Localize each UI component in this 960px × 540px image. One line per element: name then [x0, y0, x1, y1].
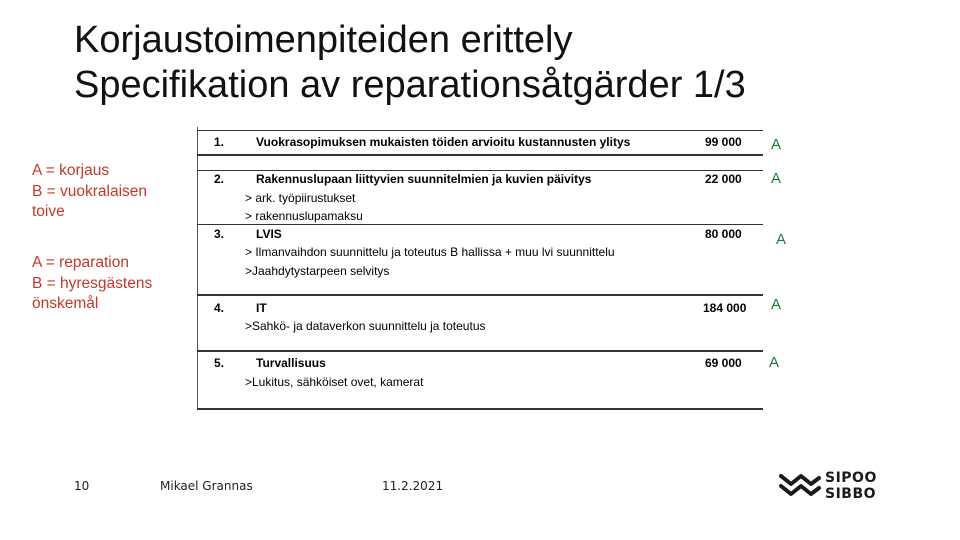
row-number: 4.: [214, 301, 225, 315]
logo-wordmark: [825, 470, 877, 502]
logo-line-2: SIBBO: [825, 486, 877, 502]
row-number: 2.: [214, 172, 225, 186]
table-rule: [197, 170, 763, 171]
row-description: Turvallisuus: [256, 356, 326, 370]
title-line-swedish: Specifikation av reparationsåtgärder 1/3: [74, 64, 746, 106]
legend-swedish: [32, 253, 152, 315]
legend-sv-b: B = hyresgästens: [32, 274, 153, 292]
row-number: 3.: [214, 227, 225, 241]
category-mark: A: [771, 296, 782, 313]
row-subitem: >Sahkö- ja dataverkon suunnittelu ja toteutus: [245, 319, 486, 333]
footer-author: Mikael Grannas: [160, 479, 253, 493]
legend-fi-b: B = vuokralaisen: [32, 182, 148, 200]
legend-sv-a: A = reparation: [32, 254, 129, 271]
slide-title: [74, 18, 746, 108]
row-amount: 69 000: [705, 356, 742, 370]
row-description: Vuokrasopimuksen mukaisten töiden arvioitu kustannusten ylitys: [256, 135, 631, 149]
row-description: IT: [256, 301, 267, 315]
row-subitem: >Lukitus, sähköiset ovet, kamerat: [245, 375, 424, 389]
row-amount: 80 000: [705, 227, 742, 241]
page-number: 10: [74, 479, 90, 493]
row-subitem: > rakennuslupamaksu: [245, 209, 363, 223]
footer-date: 11.2.2021: [382, 479, 444, 493]
row-subitem: >Jaahdytystarpeen selvitys: [245, 264, 390, 278]
row-amount: 99 000: [705, 135, 742, 149]
legend-fi-a: A = korjaus: [32, 162, 110, 179]
row-description: Rakennuslupaan liittyvien suunnitelmien ja kuvien päivitys: [256, 172, 592, 186]
table-bottom-rule: [197, 408, 763, 410]
category-mark: A: [771, 136, 782, 153]
row-subitem: > Ilmanvaihdon suunnittelu ja toteutus B hallissa + muu lvi suunnittelu: [245, 245, 615, 259]
category-mark: A: [769, 354, 780, 371]
category-mark: A: [776, 231, 787, 248]
logo-line-1: SIPOO: [825, 470, 877, 486]
row-subitem: > ark. työpiirustukset: [245, 191, 356, 205]
wave-logo-icon: [779, 470, 821, 500]
table-rule: [197, 294, 763, 296]
row-description: LVIS: [256, 227, 282, 241]
table-rule: [197, 350, 763, 352]
table-rule: [197, 224, 763, 225]
table-top-rule: [197, 130, 763, 131]
row-amount: 22 000: [705, 172, 742, 186]
title-line-finnish: Korjaustoimenpiteiden erittely: [74, 19, 573, 61]
legend-fi-b-cont: toive: [32, 203, 65, 220]
row-number: 5.: [214, 356, 225, 370]
cost-table: [197, 127, 763, 410]
legend-finnish: [32, 161, 147, 223]
category-mark: A: [771, 170, 782, 187]
legend-sv-b-cont: önskemål: [32, 295, 99, 312]
row-number: 1.: [214, 135, 225, 149]
sipoo-sibbo-logo: [779, 468, 899, 504]
row-amount: 184 000: [703, 301, 747, 315]
table-rule: [197, 154, 763, 156]
